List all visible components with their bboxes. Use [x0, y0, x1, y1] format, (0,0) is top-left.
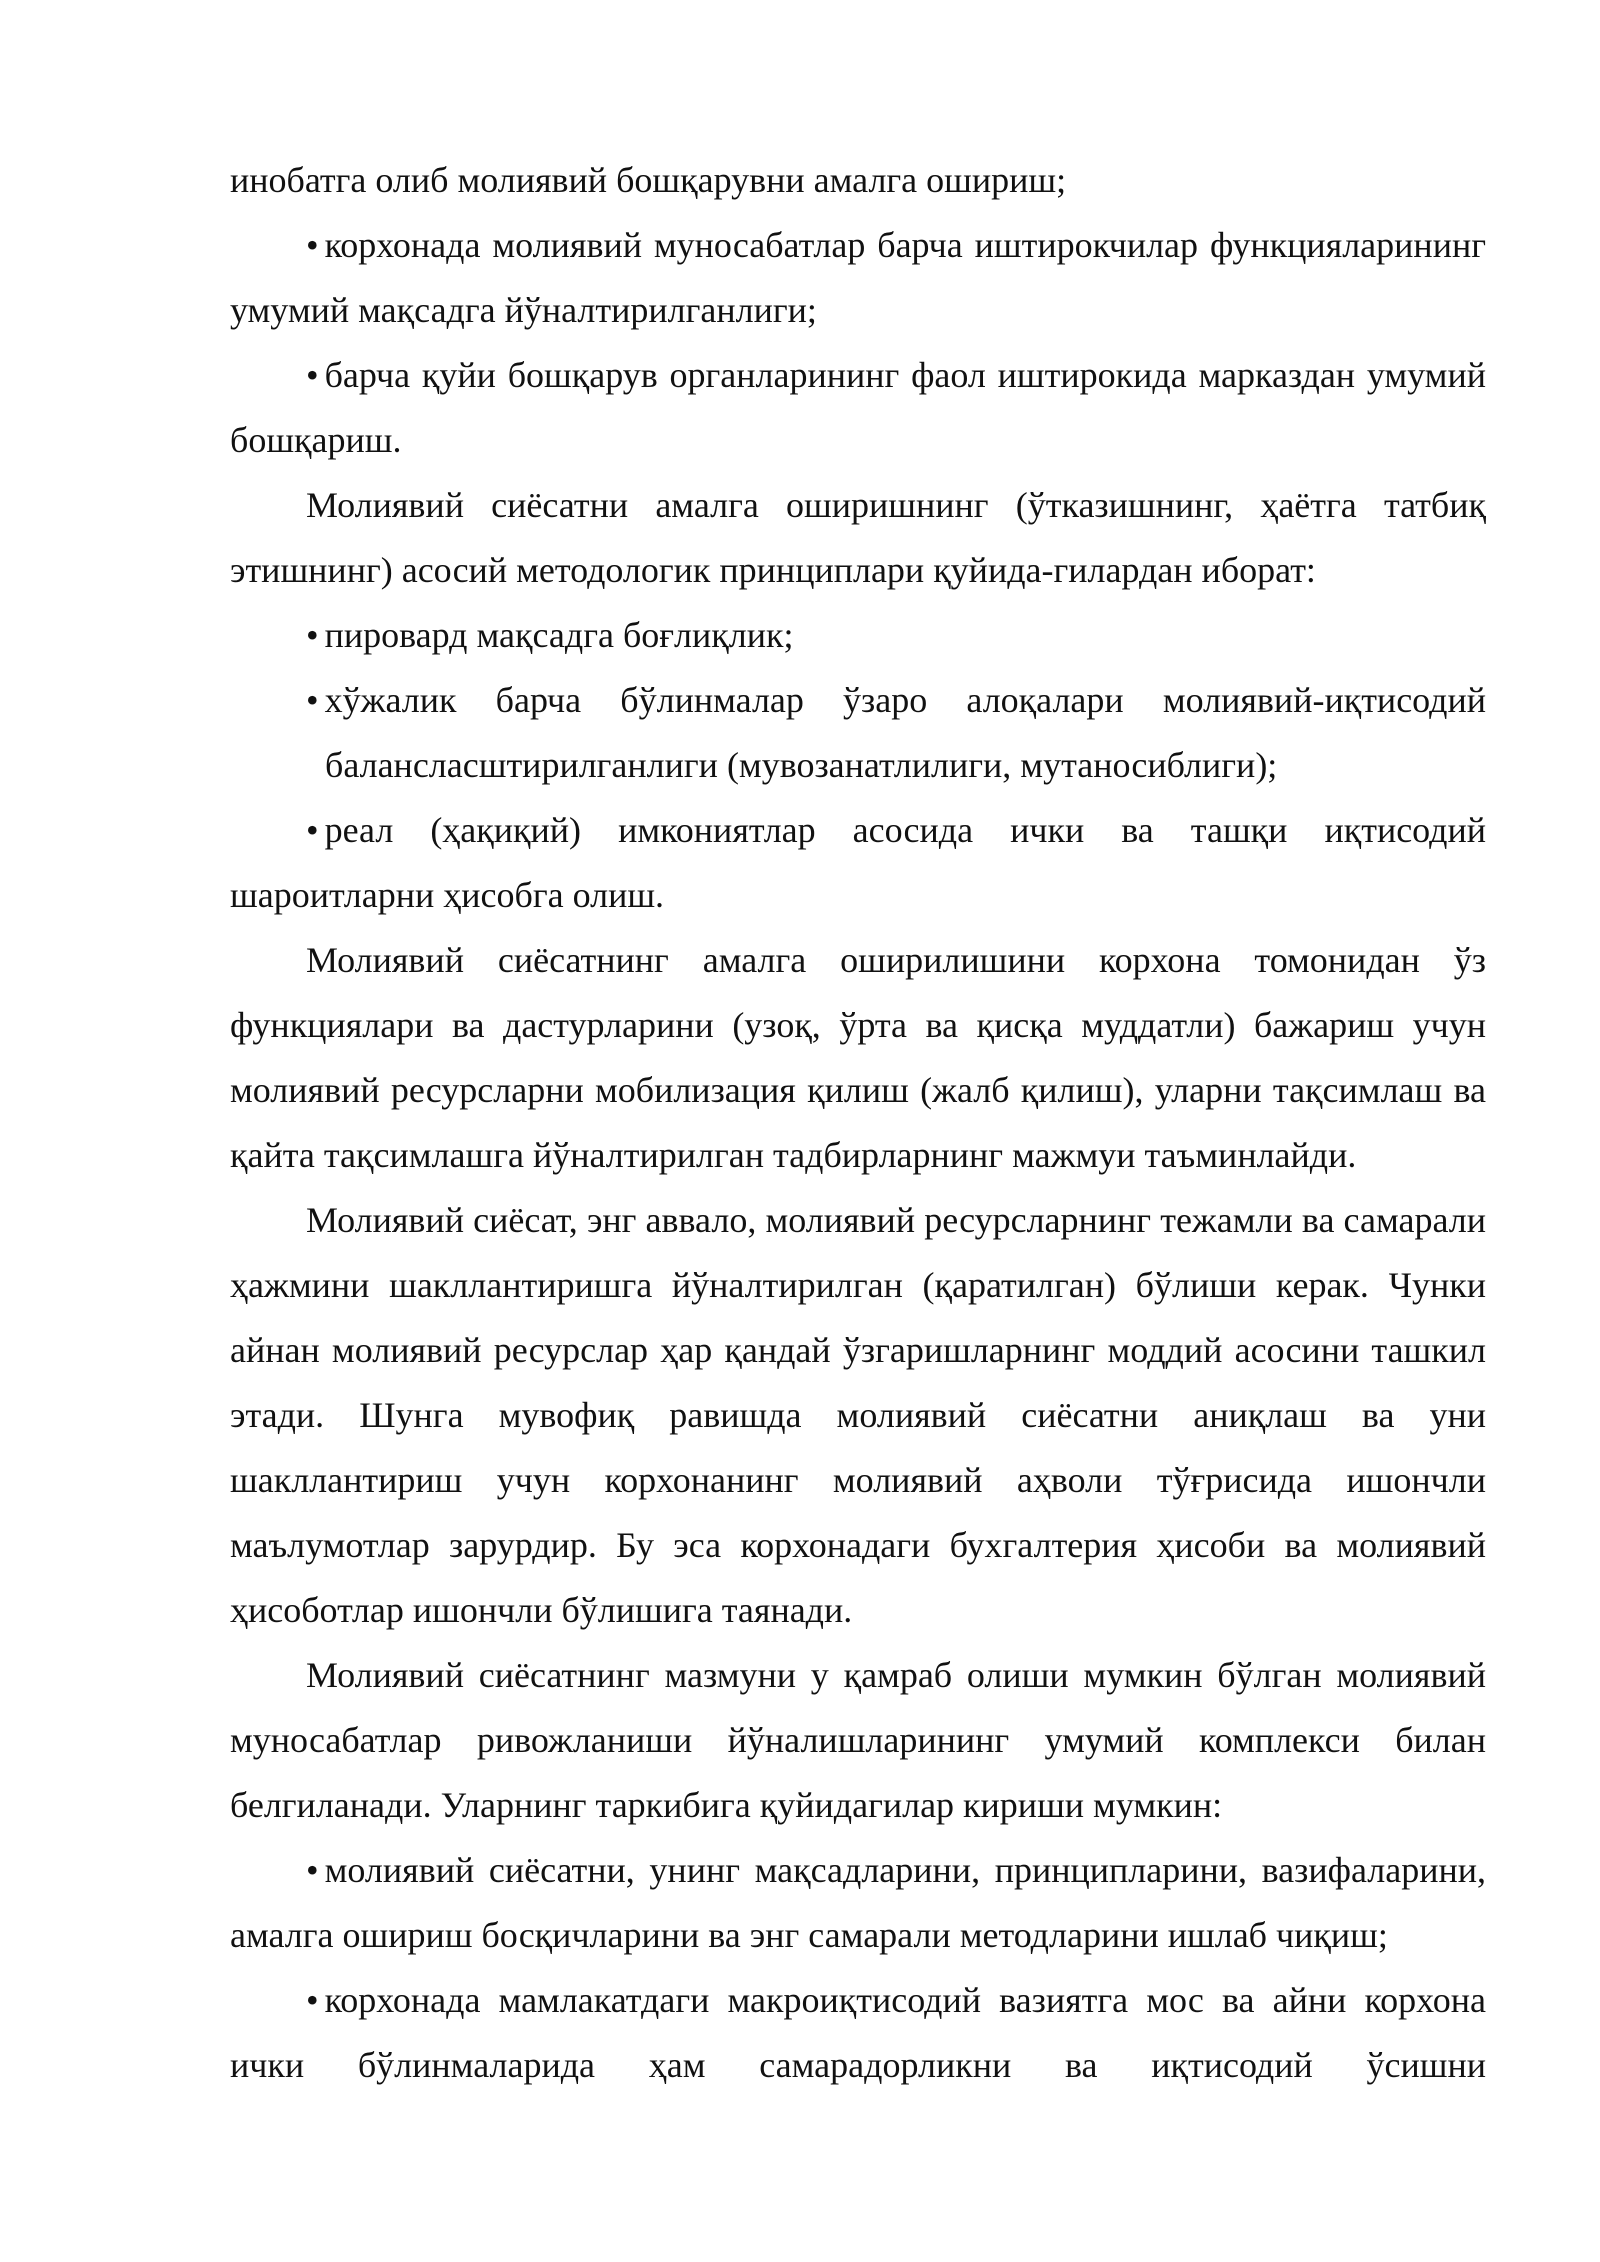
paragraph: Молиявий сиёсат, энг аввало, молиявий ресурсларнинг тежамли ва самарали ҳажмини шакллантиришга йўналтирилган (қаратилган) бўлиши керак. Чунки айнан молиявий ресурслар ҳар қандай ўзгаришларнинг моддий асосини ташкил этади. Шунга мувофиқ равишда молиявий сиёсатни аниқлаш ва уни шакллантириш учун корхонанинг молиявий аҳволи тўғрисида ишончли маълумотлар зарурдир. Бу эса корхонадаги бухгалтерия ҳисоби ва молиявий ҳисоботлар ишончли бўлишига таянади.	[230, 1200, 1486, 1630]
bullet-item	[230, 1838, 1486, 1968]
bullet-item	[230, 1968, 1486, 2098]
paragraph: Молиявий сиёсатнинг амалга оширилишини корхона томонидан ўз функциялари ва дастурларини (узоқ, ўрта ва қисқа муддатли) бажариш учун молиявий ресурсларни мобилизация қилиш (жалб қилиш), уларни тақсимлаш ва қайта тақсимлашга йўналтирилган тадбирларнинг мажмуи таъминлайди.	[230, 940, 1486, 1175]
bullet-text: • молиявий сиёсатни, унинг мақсадларини, принципларини, вазифаларини, амалга ошириш босқичларини ва энг самарали методларини ишлаб чиқиш;	[230, 1850, 1486, 1955]
bullet-text: • корхонада мамлакатдаги макроиқтисодий вазиятга мос ва айни корхона ички бўлинмаларида ҳам самарадорликни ва иқтисодий ўсишни	[230, 1980, 1486, 2085]
paragraph: Молиявий сиёсатнинг мазмуни у қамраб олиши мумкин бўлган молиявий муносабатлар ривожланиши йўналишларининг умумий комплекси билан белгиланади. Уларнинг таркибига қуйидагилар кириши мумкин:	[230, 1655, 1486, 1825]
bullet-text: • барча қуйи бошқарув органларининг фаол иштирокида марказдан умумий бошқариш.	[230, 355, 1486, 460]
document-page	[230, 148, 1486, 2098]
bullet-item	[230, 798, 1486, 928]
paragraph: Молиявий сиёсатни амалга оширишнинг (ўтказишнинг, ҳаётга татбиқ этишнинг) асосий методологик принциплари қуйида-гилардан иборат:	[230, 485, 1486, 590]
bullet-continuation: балансласштирилганлиги (мувозанатлилиги, мутаносиблиги);	[325, 745, 1278, 785]
bullet-text: • реал (ҳақиқий) имкониятлар асосида ички ва ташқи иқтисодий шароитларни ҳисобга олиш.	[230, 810, 1486, 915]
bullet-item	[230, 668, 1486, 733]
bullet-item	[230, 213, 1486, 343]
bullet-item	[230, 343, 1486, 473]
bullet-text: • хўжалик барча бўлинмалар ўзаро алоқалари молиявий-иқтисодий	[306, 680, 1486, 720]
bullet-text: • пировард мақсадга боғлиқлик;	[306, 615, 793, 655]
paragraph-continuation: инобатга олиб молиявий бошқарувни амалга ошириш;	[230, 160, 1067, 200]
bullet-text: • корхонада молиявий муносабатлар барча иштирокчилар функцияларининг умумий мақсадга йўналтирилганлиги;	[230, 225, 1486, 330]
bullet-item	[230, 603, 1486, 668]
